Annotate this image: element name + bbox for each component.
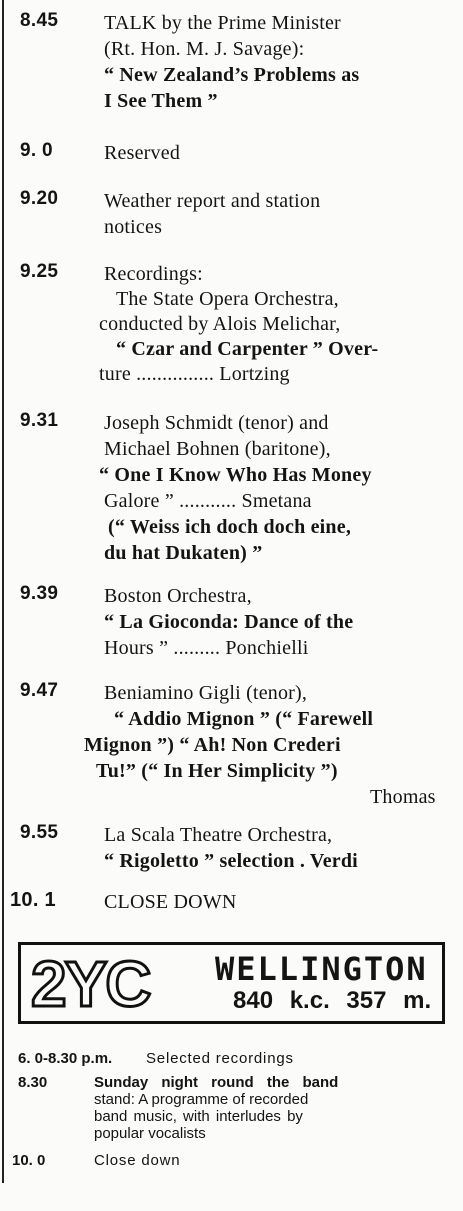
entry-line: Thomas bbox=[370, 786, 436, 808]
entry-line: du hat Dukaten) ” bbox=[104, 542, 263, 564]
entry-line bbox=[104, 10, 446, 36]
column-rule bbox=[2, 0, 4, 1183]
entry-line: (“ Weiss ich doch doch eine, bbox=[108, 516, 352, 538]
entry-time: 9.55 bbox=[20, 822, 59, 843]
entry-line: Joseph Schmidt (tenor) and bbox=[104, 412, 329, 434]
entry-line: La Scala Theatre Orchestra, bbox=[104, 824, 333, 846]
entry-line: The State Opera Orchestra, bbox=[116, 288, 339, 310]
entry-time: 8.45 bbox=[20, 10, 59, 31]
schedule-time: 8.30 bbox=[18, 1074, 48, 1091]
entry-line: Recordings: bbox=[104, 263, 203, 285]
entry-line: Hours ” ......... Ponchielli bbox=[104, 637, 309, 659]
entry-line: Boston Orchestra, bbox=[104, 585, 252, 607]
station-city: WELLINGTON bbox=[215, 950, 428, 988]
entry-line: (Rt. Hon. M. J. Savage): bbox=[104, 38, 305, 60]
schedule-text: Sunday night round the band bbox=[94, 1074, 339, 1091]
entry-line: Beniamino Gigli (tenor), bbox=[104, 682, 308, 704]
entry-line: ture ............... Lortzing bbox=[99, 363, 290, 385]
entry-line: CLOSE DOWN bbox=[104, 891, 237, 913]
entry-time: 9.20 bbox=[20, 188, 59, 209]
entry-line: I See Them ” bbox=[104, 90, 218, 112]
schedule-text: popular vocalists bbox=[94, 1125, 206, 1142]
entry-line: conducted by Alois Melichar, bbox=[99, 313, 341, 335]
schedule-text: Selected recordings bbox=[146, 1050, 294, 1067]
entry-line: notices bbox=[104, 216, 163, 238]
entry-line: Michael Bohnen (baritone), bbox=[104, 438, 331, 460]
entry-text: TALK by the Prime Minister bbox=[104, 12, 341, 34]
schedule-text: band music, with interludes by bbox=[94, 1108, 303, 1125]
station-banner bbox=[18, 942, 445, 1024]
entry-time: 10. 1 bbox=[10, 889, 56, 911]
station-frequency bbox=[233, 987, 431, 1015]
entry-time: 9.31 bbox=[20, 410, 59, 431]
entry-time: 9.47 bbox=[20, 680, 59, 701]
wavelength-value: 357 m. bbox=[346, 987, 432, 1014]
schedule-time: 10. 0 bbox=[12, 1152, 46, 1169]
entry-time: 9. 0 bbox=[20, 140, 53, 161]
schedule-time: 6. 0-8.30 p.m. bbox=[18, 1050, 113, 1067]
schedule-text-part: stand: A programme of recorded bbox=[94, 1091, 309, 1108]
entry-line: “ La Gioconda: Dance of the bbox=[104, 611, 354, 633]
entry-line: “ One I Know Who Has Money bbox=[99, 464, 372, 486]
entry-line: “ Addio Mignon ” (“ Farewell bbox=[114, 708, 374, 730]
entry-line: Mignon ”) “ Ah! Non Crederi bbox=[84, 734, 341, 756]
schedule-text bbox=[94, 1091, 308, 1108]
station-callsign: 2YC bbox=[31, 948, 150, 1020]
entry-line: “ New Zealand’s Problems as bbox=[104, 64, 360, 86]
entry-line: Tu!” (“ In Her Simplicity ”) bbox=[96, 760, 338, 782]
frequency-value: 840 k.c. bbox=[233, 987, 330, 1014]
entry-time: 9.39 bbox=[20, 583, 59, 604]
entry-line: Reserved bbox=[104, 142, 181, 164]
schedule-text: Close down bbox=[94, 1152, 181, 1169]
entry-time: 9.25 bbox=[20, 261, 59, 282]
entry-line: “ Rigoletto ” selection . Verdi bbox=[104, 850, 358, 872]
entry-line: “ Czar and Carpenter ” Over- bbox=[116, 338, 379, 360]
entry-line: Galore ” ........... Smetana bbox=[104, 490, 312, 512]
entry-line: Weather report and station bbox=[104, 190, 321, 212]
